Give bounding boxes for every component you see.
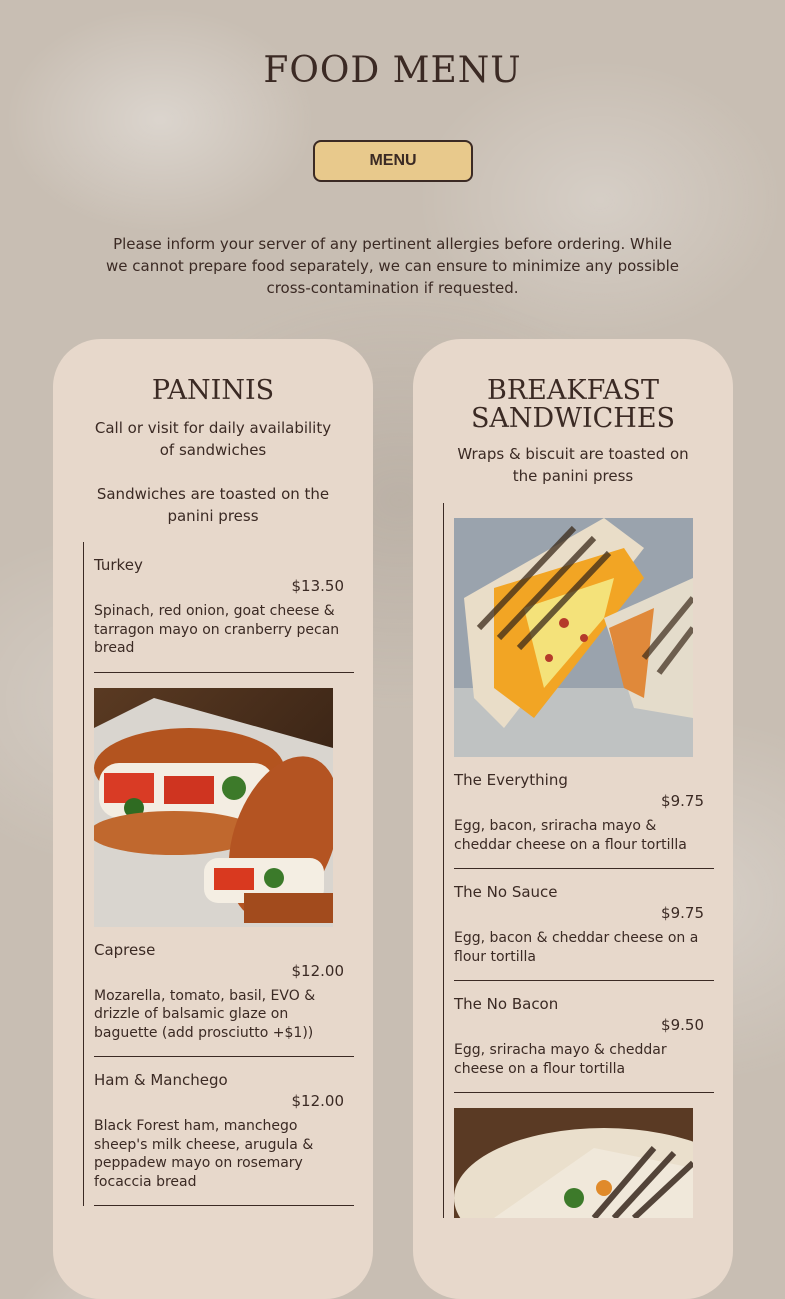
menu-item [94, 1057, 354, 1206]
item-name: The No Sauce [454, 883, 558, 901]
paninis-availability-note: Call or visit for daily availability of sandwiches [94, 419, 332, 459]
allergy-notice: Please inform your server of any pertinent allergies before ordering. While we cannot prepare food separately, we can ensure to minimize any possible cross-contamination if requested. [106, 235, 679, 297]
menu-item [454, 757, 714, 869]
item-price: $9.75 [661, 904, 704, 922]
paninis-card [53, 339, 373, 1299]
item-price: $12.00 [291, 1092, 344, 1110]
item-price: $13.50 [291, 577, 344, 595]
menu-item [454, 869, 714, 981]
menu-item [94, 927, 354, 1058]
item-description: Egg, bacon & cheddar cheese on a flour tortilla [454, 930, 699, 965]
item-description: Black Forest ham, manchego sheep's milk cheese, arugula & peppadew mayo on rosemary focaccia bread [94, 1118, 314, 1190]
item-description: Spinach, red onion, goat cheese & tarragon mayo on cranberry pecan bread [94, 603, 340, 656]
item-name: Caprese [94, 940, 156, 959]
breakfast-wrap-photo-2 [454, 1108, 693, 1218]
item-name: The No Bacon [454, 995, 559, 1013]
breakfast-wrap-photo [454, 518, 693, 757]
item-price: $9.50 [661, 1016, 704, 1034]
item-description: Mozarella, tomato, basil, EVO & drizzle of balsamic glaze on baguette (add prosciutto +$1)) [94, 987, 316, 1041]
item-description: Egg, sriracha mayo & cheddar cheese on a flour tortilla [454, 1042, 667, 1077]
breakfast-card [413, 339, 733, 1299]
paninis-title: PANINIS [151, 375, 275, 406]
breakfast-list [443, 503, 714, 1218]
menu-item [454, 981, 714, 1093]
item-price: $9.75 [661, 792, 704, 810]
menu-item [94, 542, 354, 673]
breakfast-title: BREAKFAST SANDWICHES [470, 375, 676, 434]
paninis-list [83, 542, 354, 1206]
item-name: Ham & Manchego [94, 1071, 228, 1089]
item-description: Egg, bacon, sriracha mayo & cheddar cheese on a flour tortilla [454, 818, 687, 853]
breakfast-press-note: Wraps & biscuit are toasted on the panini press [457, 445, 689, 485]
caprese-panini-photo [94, 688, 333, 927]
item-name: The Everything [454, 771, 568, 789]
page-title: FOOD MENU [263, 50, 522, 91]
item-price: $12.00 [291, 961, 344, 980]
menu-button[interactable]: MENU [313, 140, 473, 182]
paninis-press-note: Sandwiches are toasted on the panini press [96, 485, 330, 525]
item-name: Turkey [94, 556, 143, 574]
